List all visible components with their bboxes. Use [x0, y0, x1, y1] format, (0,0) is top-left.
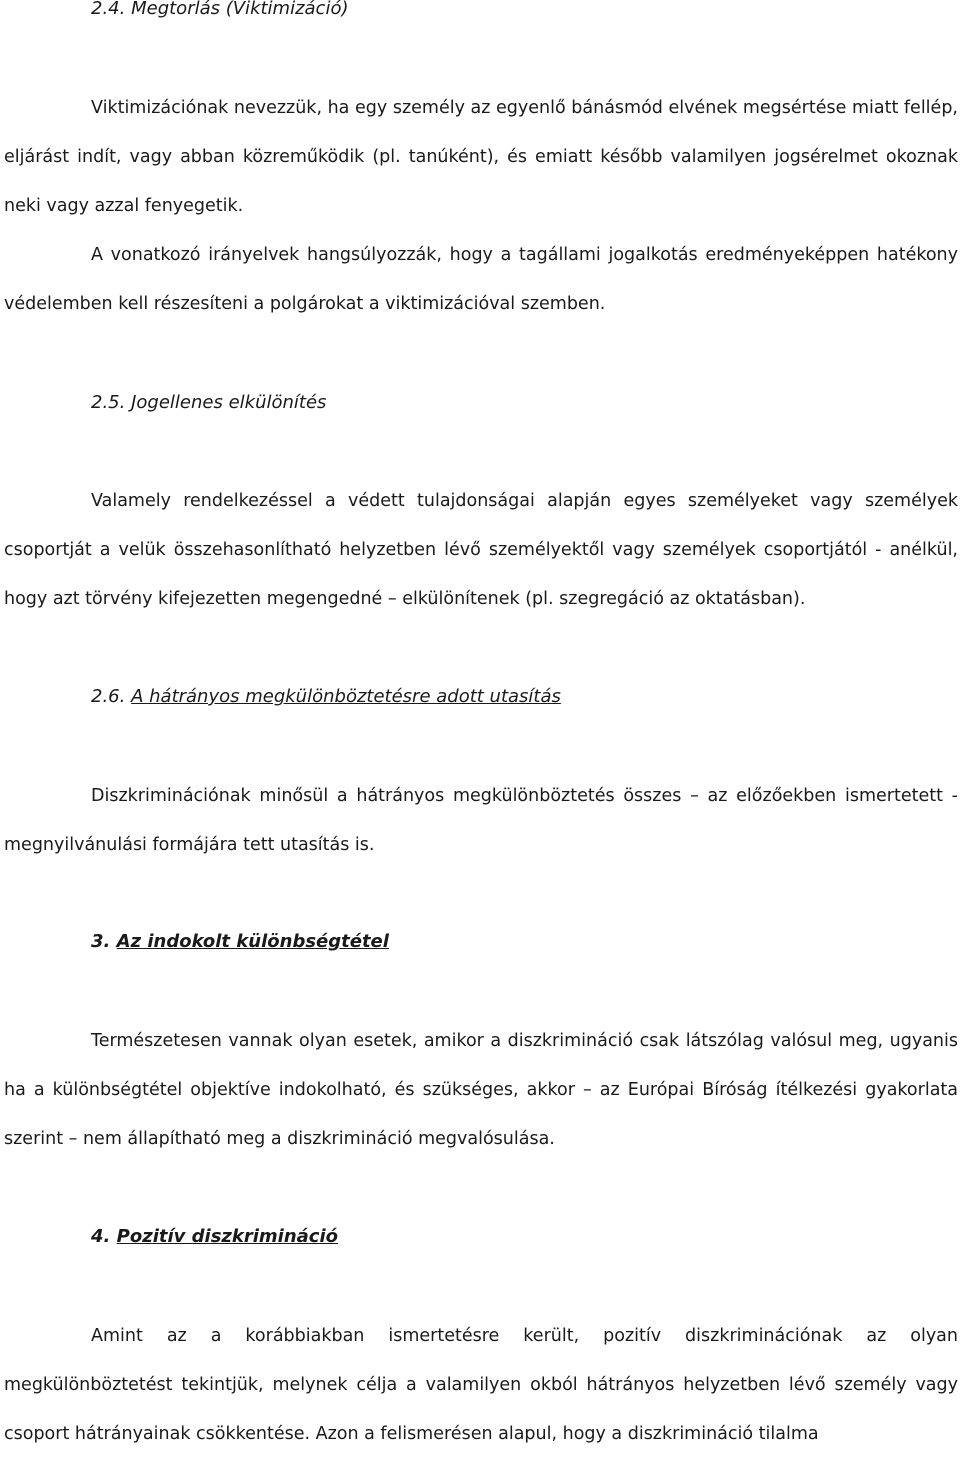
section-title: Az indokolt különbségtétel — [116, 931, 389, 952]
paragraph-pozitiv-diszkriminacio: Amint az a korábbiakban ismertetésre került, pozitív diszkriminációnak az olyan megkülönböztetést tekintjük, melynek célja a valamilyen okból hátrányos helyzetben lévő személy vagy csoport hátrányainak csökkentése. Azon a felismerésen alapul, hogy a diszkrimináció tilalma — [4, 1326, 958, 1444]
section-heading-2-4 — [91, 0, 349, 19]
paragraph-viktimizacio-directives: A vonatkozó irányelvek hangsúlyozzák, hogy a tagállami jogalkotás eredményeképpen hatékony védelemben kell részesíteni a polgárokat a viktimizációval szemben. — [4, 245, 958, 314]
section-number: 2.5. — [91, 392, 126, 413]
section-heading-3 — [91, 931, 389, 952]
section-number: 3. — [91, 931, 111, 952]
paragraph-jogellenes-elkulonites: Valamely rendelkezéssel a védett tulajdonságai alapján egyes személyeket vagy személyek csoportját a velük összehasonlítható helyzetben lévő személyektől vagy személyek csoportjától - anélkül, hogy azt törvény kifejezetten megengedné – elkülönítenek (pl. szegregáció az oktatásban). — [4, 491, 958, 609]
section-number: 2.6. — [91, 686, 126, 707]
section-number: 2.4. — [91, 0, 126, 19]
section-title: A hátrányos megkülönböztetésre adott utasítás — [131, 686, 561, 707]
section-title: Jogellenes elkülönítés — [131, 392, 327, 413]
paragraph-utasitas: Diszkriminációnak minősül a hátrányos megkülönböztetés összes – az előzőekben ismertetett - megnyilvánulási formájára tett utasítás is. — [4, 786, 958, 855]
section-title: Megtorlás (Viktimizáció) — [131, 0, 349, 19]
section-number: 4. — [91, 1226, 111, 1247]
section-heading-2-5 — [91, 392, 326, 413]
section-heading-4 — [91, 1226, 338, 1247]
paragraph-viktimizacio-definition: Viktimizációnak nevezzük, ha egy személy az egyenlő bánásmód elvének megsértése miatt fellép, eljárást indít, vagy abban közreműködik (pl. tanúként), és emiatt később valamilyen jogsérelmet okoznak neki vagy azzal fenyegetik. — [4, 98, 958, 216]
section-title: Pozitív diszkrimináció — [116, 1226, 338, 1247]
section-heading-2-6 — [91, 686, 561, 707]
paragraph-indokolt-kulonbsegtetel: Természetesen vannak olyan esetek, amikor a diszkrimináció csak látszólag valósul meg, ugyanis ha a különbségtétel objektíve indokolható, és szükséges, akkor – az Európai Bíróság ítélkezési gyakorlata szerint – nem állapítható meg a diszkrimináció megvalósulása. — [4, 1031, 958, 1149]
